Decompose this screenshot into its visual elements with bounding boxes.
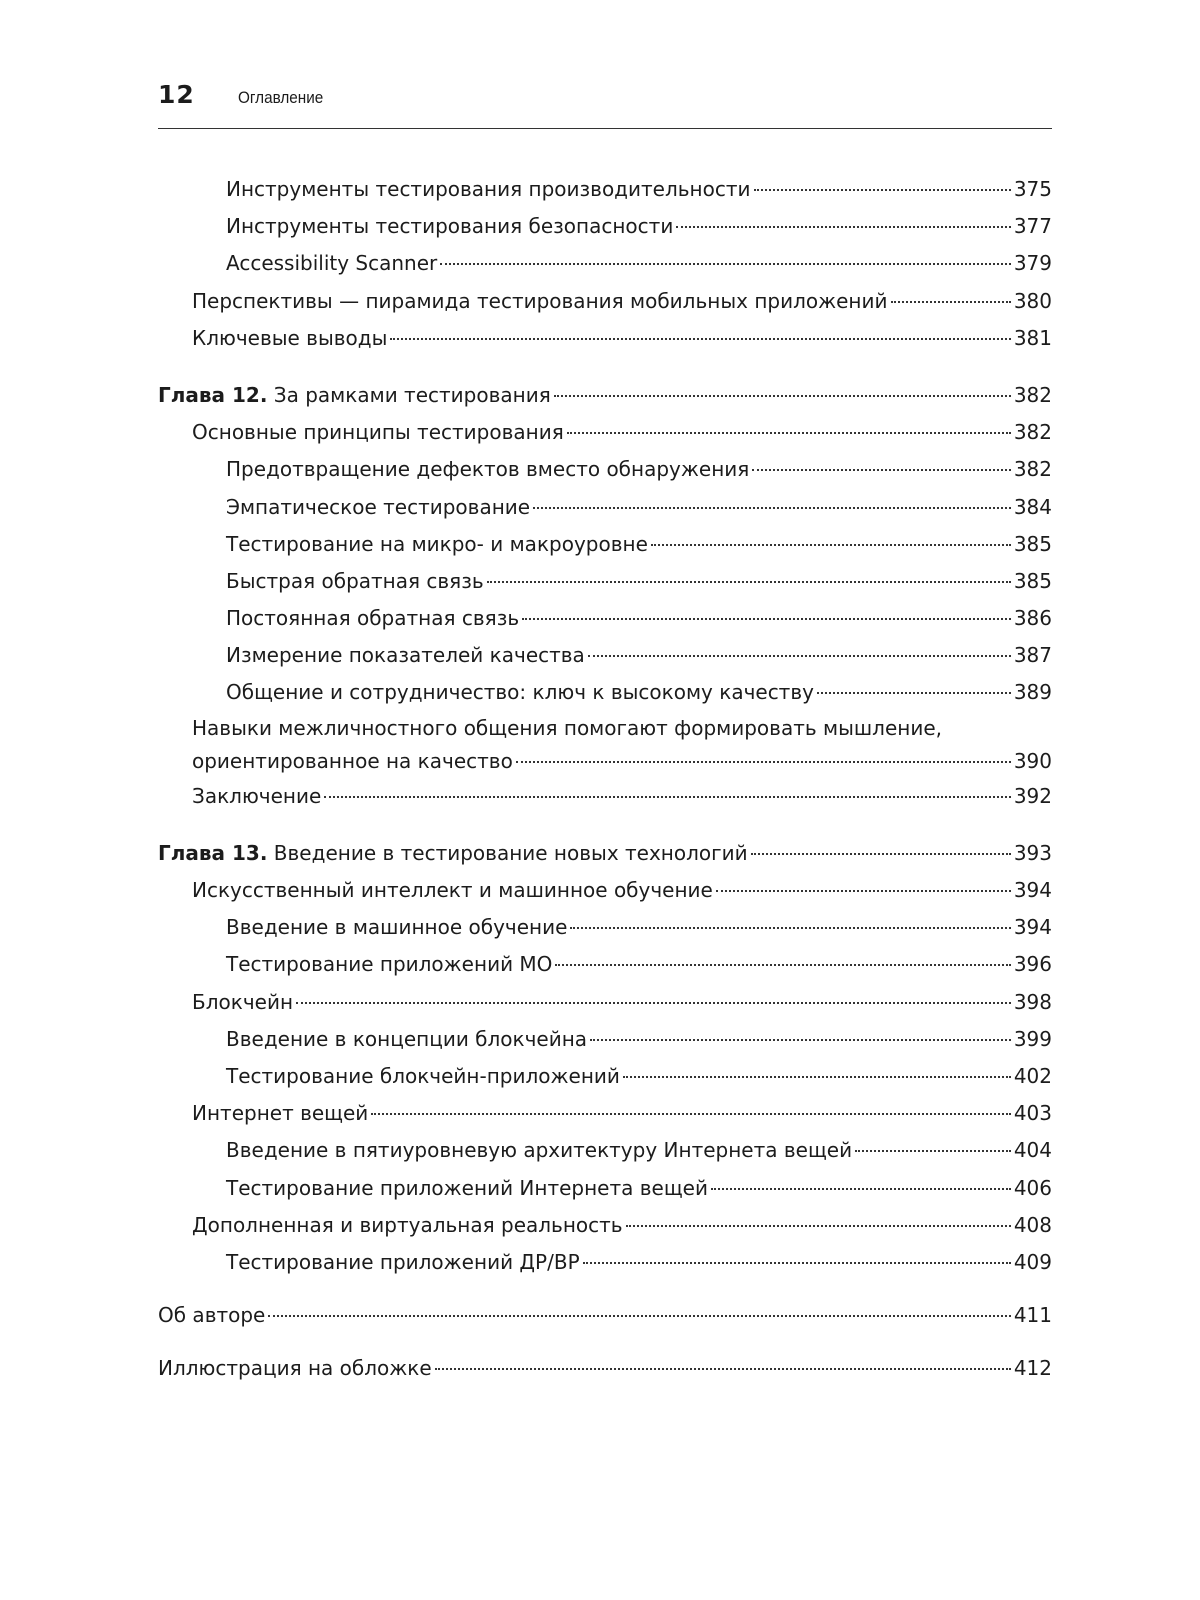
- toc-entry[interactable]: [158, 1058, 1052, 1095]
- toc-entry-label: Accessibility Scanner: [226, 251, 438, 276]
- toc-entry-page: 412: [1013, 1356, 1052, 1381]
- toc-entry-page: 394: [1013, 878, 1052, 902]
- toc-entry-label: Введение в машинное обучение: [226, 915, 568, 940]
- toc-entry-page: 394: [1013, 915, 1052, 940]
- toc-entry-label: Постоянная обратная связь: [226, 606, 520, 631]
- dot-leader: [588, 654, 1011, 657]
- toc-entry-page: 385: [1013, 568, 1052, 593]
- dot-leader: [817, 691, 1011, 694]
- chapter-12-heading[interactable]: [158, 377, 1052, 414]
- toc-entry-page: 402: [1013, 1063, 1052, 1088]
- toc-entry[interactable]: [158, 245, 1052, 282]
- toc-entry-two-line[interactable]: [158, 712, 1052, 778]
- dot-leader: [626, 1224, 1011, 1227]
- toc-entry[interactable]: [158, 984, 1052, 1021]
- toc-entry-page: 409: [1013, 1249, 1052, 1274]
- dot-leader: [570, 926, 1010, 929]
- toc-entry-page: 384: [1013, 494, 1052, 519]
- toc-entry-label: Заключение: [192, 783, 322, 808]
- toc-entry[interactable]: [158, 909, 1052, 946]
- toc-entry-page: 382: [1013, 382, 1052, 407]
- toc-entry[interactable]: [158, 1170, 1052, 1207]
- dot-leader: [435, 1367, 1011, 1370]
- toc-entry-label: Ключевые выводы: [192, 325, 388, 350]
- dot-leader: [891, 300, 1011, 303]
- toc-entry[interactable]: [158, 1095, 1052, 1132]
- toc-entry[interactable]: [158, 778, 1052, 815]
- chapter-13-heading[interactable]: [158, 835, 1052, 872]
- toc-entry[interactable]: [158, 208, 1052, 245]
- dot-leader: [440, 262, 1011, 265]
- chapter-12-block: [158, 377, 1052, 815]
- toc-entry-label: Искусственный интеллект и машинное обучение: [192, 878, 713, 902]
- toc-block-continued: [158, 171, 1052, 357]
- dot-leader: [487, 580, 1011, 583]
- dot-leader: [676, 225, 1010, 228]
- dot-leader: [554, 394, 1011, 397]
- dot-leader: [716, 889, 1011, 892]
- toc-entry-page: 377: [1013, 214, 1052, 239]
- toc-entry[interactable]: [158, 1132, 1052, 1169]
- toc-entry-page: 382: [1013, 420, 1052, 445]
- toc-entry-label: Блокчейн: [192, 989, 294, 1014]
- toc-entry[interactable]: [158, 1207, 1052, 1244]
- toc-entry[interactable]: [158, 451, 1052, 488]
- toc-entry-label: Введение в концепции блокчейна: [226, 1026, 588, 1051]
- toc-entry-label: Инструменты тестирования безопасности: [226, 214, 674, 239]
- toc-entry[interactable]: [158, 489, 1052, 526]
- toc-entry[interactable]: [158, 946, 1052, 983]
- toc-entry-page: 408: [1013, 1212, 1052, 1237]
- toc-entry-page: 389: [1013, 680, 1052, 705]
- toc-entry-page: 396: [1013, 952, 1052, 977]
- toc-entry-label: Основные принципы тестирования: [192, 420, 564, 445]
- toc-entry-page: 386: [1013, 606, 1052, 631]
- dot-leader: [754, 188, 1011, 191]
- toc-entry-label: Интернет вещей: [192, 1101, 369, 1126]
- toc-entry-page: 393: [1013, 840, 1052, 865]
- table-of-contents: [158, 171, 1052, 1387]
- toc-entry[interactable]: [158, 283, 1052, 320]
- dot-leader: [522, 617, 1011, 620]
- chapter-heading-label: [158, 377, 551, 414]
- dot-leader: [555, 963, 1010, 966]
- dot-leader: [855, 1149, 1011, 1152]
- toc-entry[interactable]: [158, 637, 1052, 674]
- toc-entry-label: Дополненная и виртуальная реальность: [192, 1212, 623, 1237]
- toc-entry[interactable]: [158, 414, 1052, 451]
- chapter-title: Введение в тестирование новых технологий: [273, 840, 748, 865]
- toc-entry-label: Иллюстрация на обложке: [158, 1356, 432, 1381]
- dot-leader: [623, 1075, 1011, 1078]
- dot-leader: [651, 543, 1011, 546]
- toc-entry-page: 379: [1013, 251, 1052, 276]
- chapter-heading-label: [158, 835, 748, 872]
- toc-entry-page: 382: [1013, 457, 1052, 482]
- dot-leader: [296, 1001, 1011, 1004]
- toc-entry-label-line2: ориентированное на качество: [192, 748, 513, 773]
- dot-leader: [324, 795, 1011, 798]
- page-number: 12: [158, 80, 195, 109]
- dot-leader: [390, 337, 1010, 340]
- dot-leader: [752, 468, 1011, 471]
- chapter-prefix: Глава 13.: [158, 840, 268, 865]
- toc-entry-page: 385: [1013, 531, 1052, 556]
- toc-entry-label: Тестирование блокчейн-приложений: [226, 1063, 620, 1088]
- section-title: Оглавление: [238, 88, 324, 107]
- toc-entry-label: Общение и сотрудничество: ключ к высокому качеству: [226, 680, 814, 705]
- dot-leader: [711, 1187, 1011, 1190]
- toc-entry-label: Предотвращение дефектов вместо обнаружения: [226, 457, 750, 482]
- toc-entry-page: 403: [1013, 1101, 1052, 1126]
- toc-entry[interactable]: [158, 872, 1052, 909]
- toc-entry[interactable]: [158, 1021, 1052, 1058]
- toc-entry-page: 399: [1013, 1026, 1052, 1051]
- dot-leader: [516, 760, 1011, 763]
- toc-entry[interactable]: [158, 171, 1052, 208]
- dot-leader: [268, 1314, 1010, 1317]
- toc-entry-label: Тестирование приложений ДР/ВР: [226, 1249, 580, 1274]
- toc-entry-label: Об авторе: [158, 1303, 266, 1328]
- chapter-title: За рамками тестирования: [273, 382, 551, 407]
- running-head: [158, 80, 1052, 129]
- toc-entry-page: 380: [1013, 288, 1052, 313]
- toc-entry-label: Тестирование приложений Интернета вещей: [226, 1175, 708, 1200]
- toc-entry-page: 375: [1013, 177, 1052, 201]
- dot-leader: [533, 506, 1011, 509]
- toc-entry-page: 381: [1013, 325, 1052, 350]
- toc-entry[interactable]: [158, 600, 1052, 637]
- dot-leader: [583, 1261, 1011, 1264]
- chapter-13-block: [158, 835, 1052, 1281]
- chapter-prefix: Глава 12.: [158, 382, 268, 407]
- toc-entry-page: 387: [1013, 643, 1052, 668]
- dot-leader: [371, 1112, 1011, 1115]
- book-page: [158, 80, 1052, 1387]
- toc-entry-page: 404: [1013, 1138, 1052, 1163]
- toc-entry[interactable]: [158, 526, 1052, 563]
- toc-entry-label: Инструменты тестирования производительности: [226, 177, 751, 201]
- toc-entry[interactable]: [158, 320, 1052, 357]
- toc-entry-line2: [192, 745, 1052, 778]
- toc-entry-cover-illustration[interactable]: [158, 1350, 1052, 1387]
- toc-entry-label: Перспективы — пирамида тестирования мобильных приложений: [192, 288, 888, 313]
- toc-entry-page: 390: [1013, 748, 1052, 773]
- toc-entry-label-line1: Навыки межличностного общения помогают формировать мышление,: [192, 715, 942, 740]
- toc-entry[interactable]: [158, 674, 1052, 711]
- dot-leader: [751, 852, 1011, 855]
- toc-entry-label: Быстрая обратная связь: [226, 568, 484, 593]
- toc-entry-page: 392: [1013, 783, 1052, 808]
- toc-entry-label: Введение в пятиуровневую архитектуру Интернета вещей: [226, 1138, 853, 1163]
- toc-entry-page: 406: [1013, 1175, 1052, 1200]
- dot-leader: [567, 431, 1011, 434]
- toc-entry-label: Тестирование на микро- и макроуровне: [226, 531, 648, 556]
- toc-entry[interactable]: [158, 1244, 1052, 1281]
- toc-entry-label: Эмпатическое тестирование: [226, 494, 531, 519]
- toc-entry-label: Измерение показателей качества: [226, 643, 585, 668]
- toc-entry-page: 411: [1013, 1303, 1052, 1328]
- dot-leader: [590, 1038, 1011, 1041]
- toc-entry-about-author[interactable]: [158, 1297, 1052, 1334]
- toc-entry[interactable]: [158, 563, 1052, 600]
- toc-entry-page: 398: [1013, 989, 1052, 1014]
- toc-entry-label: Тестирование приложений МО: [226, 952, 553, 977]
